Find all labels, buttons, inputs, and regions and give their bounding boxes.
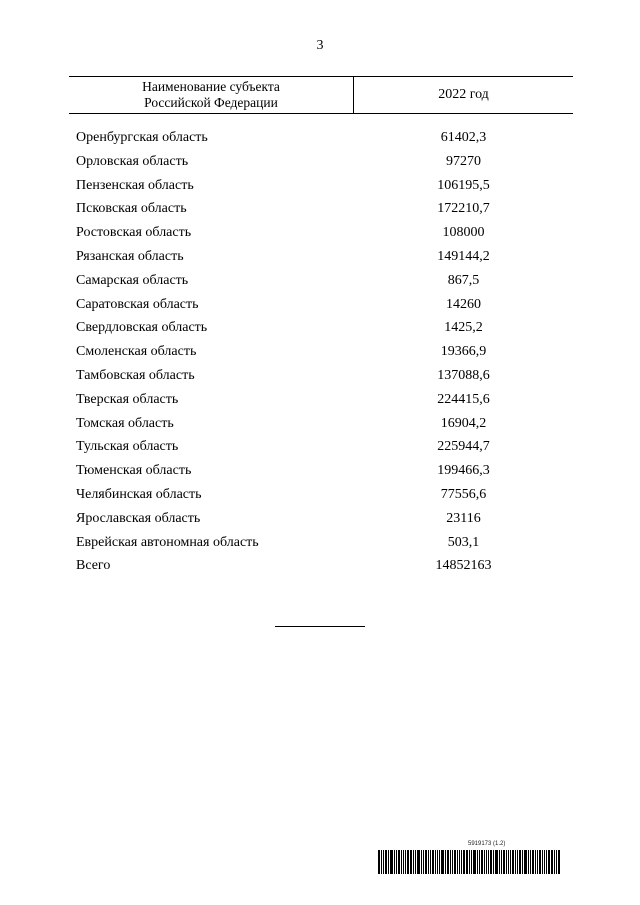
- barcode-bar: [432, 850, 434, 874]
- region-value: 16904,2: [440, 415, 487, 431]
- barcode-bar: [488, 850, 489, 874]
- barcode-bar: [385, 850, 387, 874]
- barcode-bar: [394, 850, 395, 874]
- barcode-bar: [501, 850, 502, 874]
- barcode-bar: [495, 850, 498, 874]
- table-row: [0, 533, 640, 557]
- barcode-bar: [417, 850, 420, 874]
- region-value: 199466,3: [437, 463, 490, 479]
- table-row: [0, 223, 640, 247]
- barcode-bar: [493, 850, 494, 874]
- table-row: [0, 342, 640, 366]
- barcode-bar: [539, 850, 541, 874]
- region-value: 97270: [446, 153, 481, 169]
- region-name: Самарская область: [76, 272, 189, 288]
- region-name: Тамбовская область: [76, 367, 195, 383]
- barcode-bar: [435, 850, 436, 874]
- region-name: Томская область: [76, 415, 174, 431]
- barcode-bar: [388, 850, 389, 874]
- region-value: 23116: [446, 510, 481, 526]
- barcode-bar: [528, 850, 529, 874]
- region-name: Тульская область: [76, 439, 179, 455]
- barcode-bar: [499, 850, 500, 874]
- barcode-bar: [554, 850, 555, 874]
- page-number: 3: [316, 38, 324, 53]
- barcode-bar: [445, 850, 446, 874]
- barcode-bar: [407, 850, 409, 874]
- region-name: Рязанская область: [76, 248, 184, 264]
- table-row: [0, 390, 640, 414]
- barcode-bar: [457, 850, 458, 874]
- table-row: [0, 247, 640, 271]
- barcode-bar: [548, 850, 550, 874]
- region-value: 503,1: [447, 534, 480, 550]
- region-name: Челябинская область: [76, 486, 202, 502]
- table-row: [0, 461, 640, 485]
- barcode-bar: [542, 850, 543, 874]
- barcode-bar: [403, 850, 404, 874]
- table-row: [0, 128, 640, 152]
- region-value: 14852163: [435, 558, 492, 574]
- barcode-bar: [378, 850, 380, 874]
- barcode-bar: [421, 850, 422, 874]
- barcode-bar: [515, 850, 516, 874]
- table-row: [0, 176, 640, 200]
- region-value: 106195,5: [437, 177, 490, 193]
- barcode-bar: [439, 850, 440, 874]
- table-header: [69, 76, 573, 114]
- barcode-bar: [484, 850, 485, 874]
- barcode-bar: [471, 850, 472, 874]
- barcode-bar: [381, 850, 382, 874]
- barcode-bar: [441, 850, 444, 874]
- table-row: [0, 556, 640, 580]
- barcode-bar: [454, 850, 456, 874]
- barcode-bar: [535, 850, 536, 874]
- region-value: 14260: [446, 296, 481, 312]
- table-row: [0, 152, 640, 176]
- barcode-bar: [522, 850, 523, 874]
- barcode-image: [378, 850, 590, 874]
- barcode-bar: [508, 850, 509, 874]
- table-row: [0, 318, 640, 342]
- region-name: Тверская область: [76, 391, 179, 407]
- barcode-bar: [546, 850, 547, 874]
- region-name: Орловская область: [76, 153, 189, 169]
- end-divider: [275, 626, 365, 627]
- barcode-bar: [437, 850, 438, 874]
- barcode-bar: [398, 850, 400, 874]
- region-value: 172210,7: [437, 201, 490, 217]
- barcode-bar: [486, 850, 487, 874]
- region-value: 77556,6: [440, 486, 487, 502]
- barcode-bar: [490, 850, 492, 874]
- barcode-bar: [544, 850, 545, 874]
- region-name: Саратовская область: [76, 296, 199, 312]
- barcode-bar: [413, 850, 414, 874]
- barcode-bar: [481, 850, 483, 874]
- barcode-bar: [401, 850, 402, 874]
- table-row: [0, 509, 640, 533]
- barcode-bar: [461, 850, 462, 874]
- barcode-bar: [405, 850, 406, 874]
- barcode-bar: [530, 850, 531, 874]
- region-name: Оренбургская область: [76, 130, 208, 145]
- region-value: 137088,6: [437, 367, 490, 383]
- barcode-bar: [556, 850, 557, 874]
- table-body: [0, 128, 640, 580]
- header-name-line1: Наименование субъекта: [142, 79, 280, 94]
- table-row: [0, 414, 640, 438]
- region-value: 867,5: [447, 272, 480, 288]
- barcode-bar: [532, 850, 534, 874]
- region-name: Смоленская область: [76, 344, 197, 360]
- barcode-bar: [469, 850, 470, 874]
- region-name: Ярославская область: [76, 510, 201, 526]
- header-column-name: [69, 77, 354, 113]
- region-name: Еврейская автономная область: [76, 534, 259, 550]
- table-row: [0, 366, 640, 390]
- region-name: Псковская область: [76, 201, 187, 217]
- barcode-bar: [383, 850, 384, 874]
- barcode-bar: [463, 850, 465, 874]
- barcode-bar: [506, 850, 507, 874]
- barcode-bar: [558, 850, 560, 874]
- header-name-line2: Российской Федерации: [144, 95, 278, 110]
- region-name: Тюменская область: [76, 463, 192, 479]
- barcode-bar: [512, 850, 514, 874]
- barcode-bar: [524, 850, 527, 874]
- barcode-bar: [425, 850, 427, 874]
- barcode-bar: [415, 850, 416, 874]
- region-value: 1425,2: [444, 320, 483, 336]
- region-value: 108000: [442, 225, 485, 241]
- barcode-bar: [537, 850, 538, 874]
- table-row: [0, 295, 640, 319]
- region-value: 225944,7: [437, 439, 490, 455]
- barcode-bar: [390, 850, 393, 874]
- region-value: 61402,3: [440, 130, 487, 145]
- barcode-bar: [517, 850, 518, 874]
- barcode-label: 5919173 (1.2): [468, 841, 506, 847]
- barcode-bar: [450, 850, 451, 874]
- barcode-bar: [428, 850, 429, 874]
- barcode-bar: [510, 850, 511, 874]
- header-column-year: 2022 год: [438, 87, 489, 102]
- barcode-bar: [551, 850, 553, 874]
- barcode-bar: [410, 850, 412, 874]
- barcode-bar: [430, 850, 431, 874]
- table-row: [0, 199, 640, 223]
- region-name: Ростовская область: [76, 225, 192, 241]
- region-value: 19366,9: [440, 344, 487, 360]
- barcode-bar: [503, 850, 505, 874]
- barcode-bar: [459, 850, 460, 874]
- region-name: Всего: [76, 558, 111, 574]
- region-value: 149144,2: [437, 248, 490, 264]
- region-name: Пензенская область: [76, 177, 194, 193]
- table-row: [0, 437, 640, 461]
- barcode-bar: [452, 850, 453, 874]
- barcode-bar: [423, 850, 424, 874]
- barcode-bar: [479, 850, 480, 874]
- table-row: [0, 271, 640, 295]
- region-name: Свердловская область: [76, 320, 208, 336]
- barcode-bar: [396, 850, 397, 874]
- barcode-bar: [519, 850, 521, 874]
- barcode-bar: [466, 850, 468, 874]
- barcode-bar: [473, 850, 476, 874]
- barcode-bar: [477, 850, 478, 874]
- region-value: 224415,6: [437, 391, 490, 407]
- barcode-bar: [447, 850, 449, 874]
- table-row: [0, 485, 640, 509]
